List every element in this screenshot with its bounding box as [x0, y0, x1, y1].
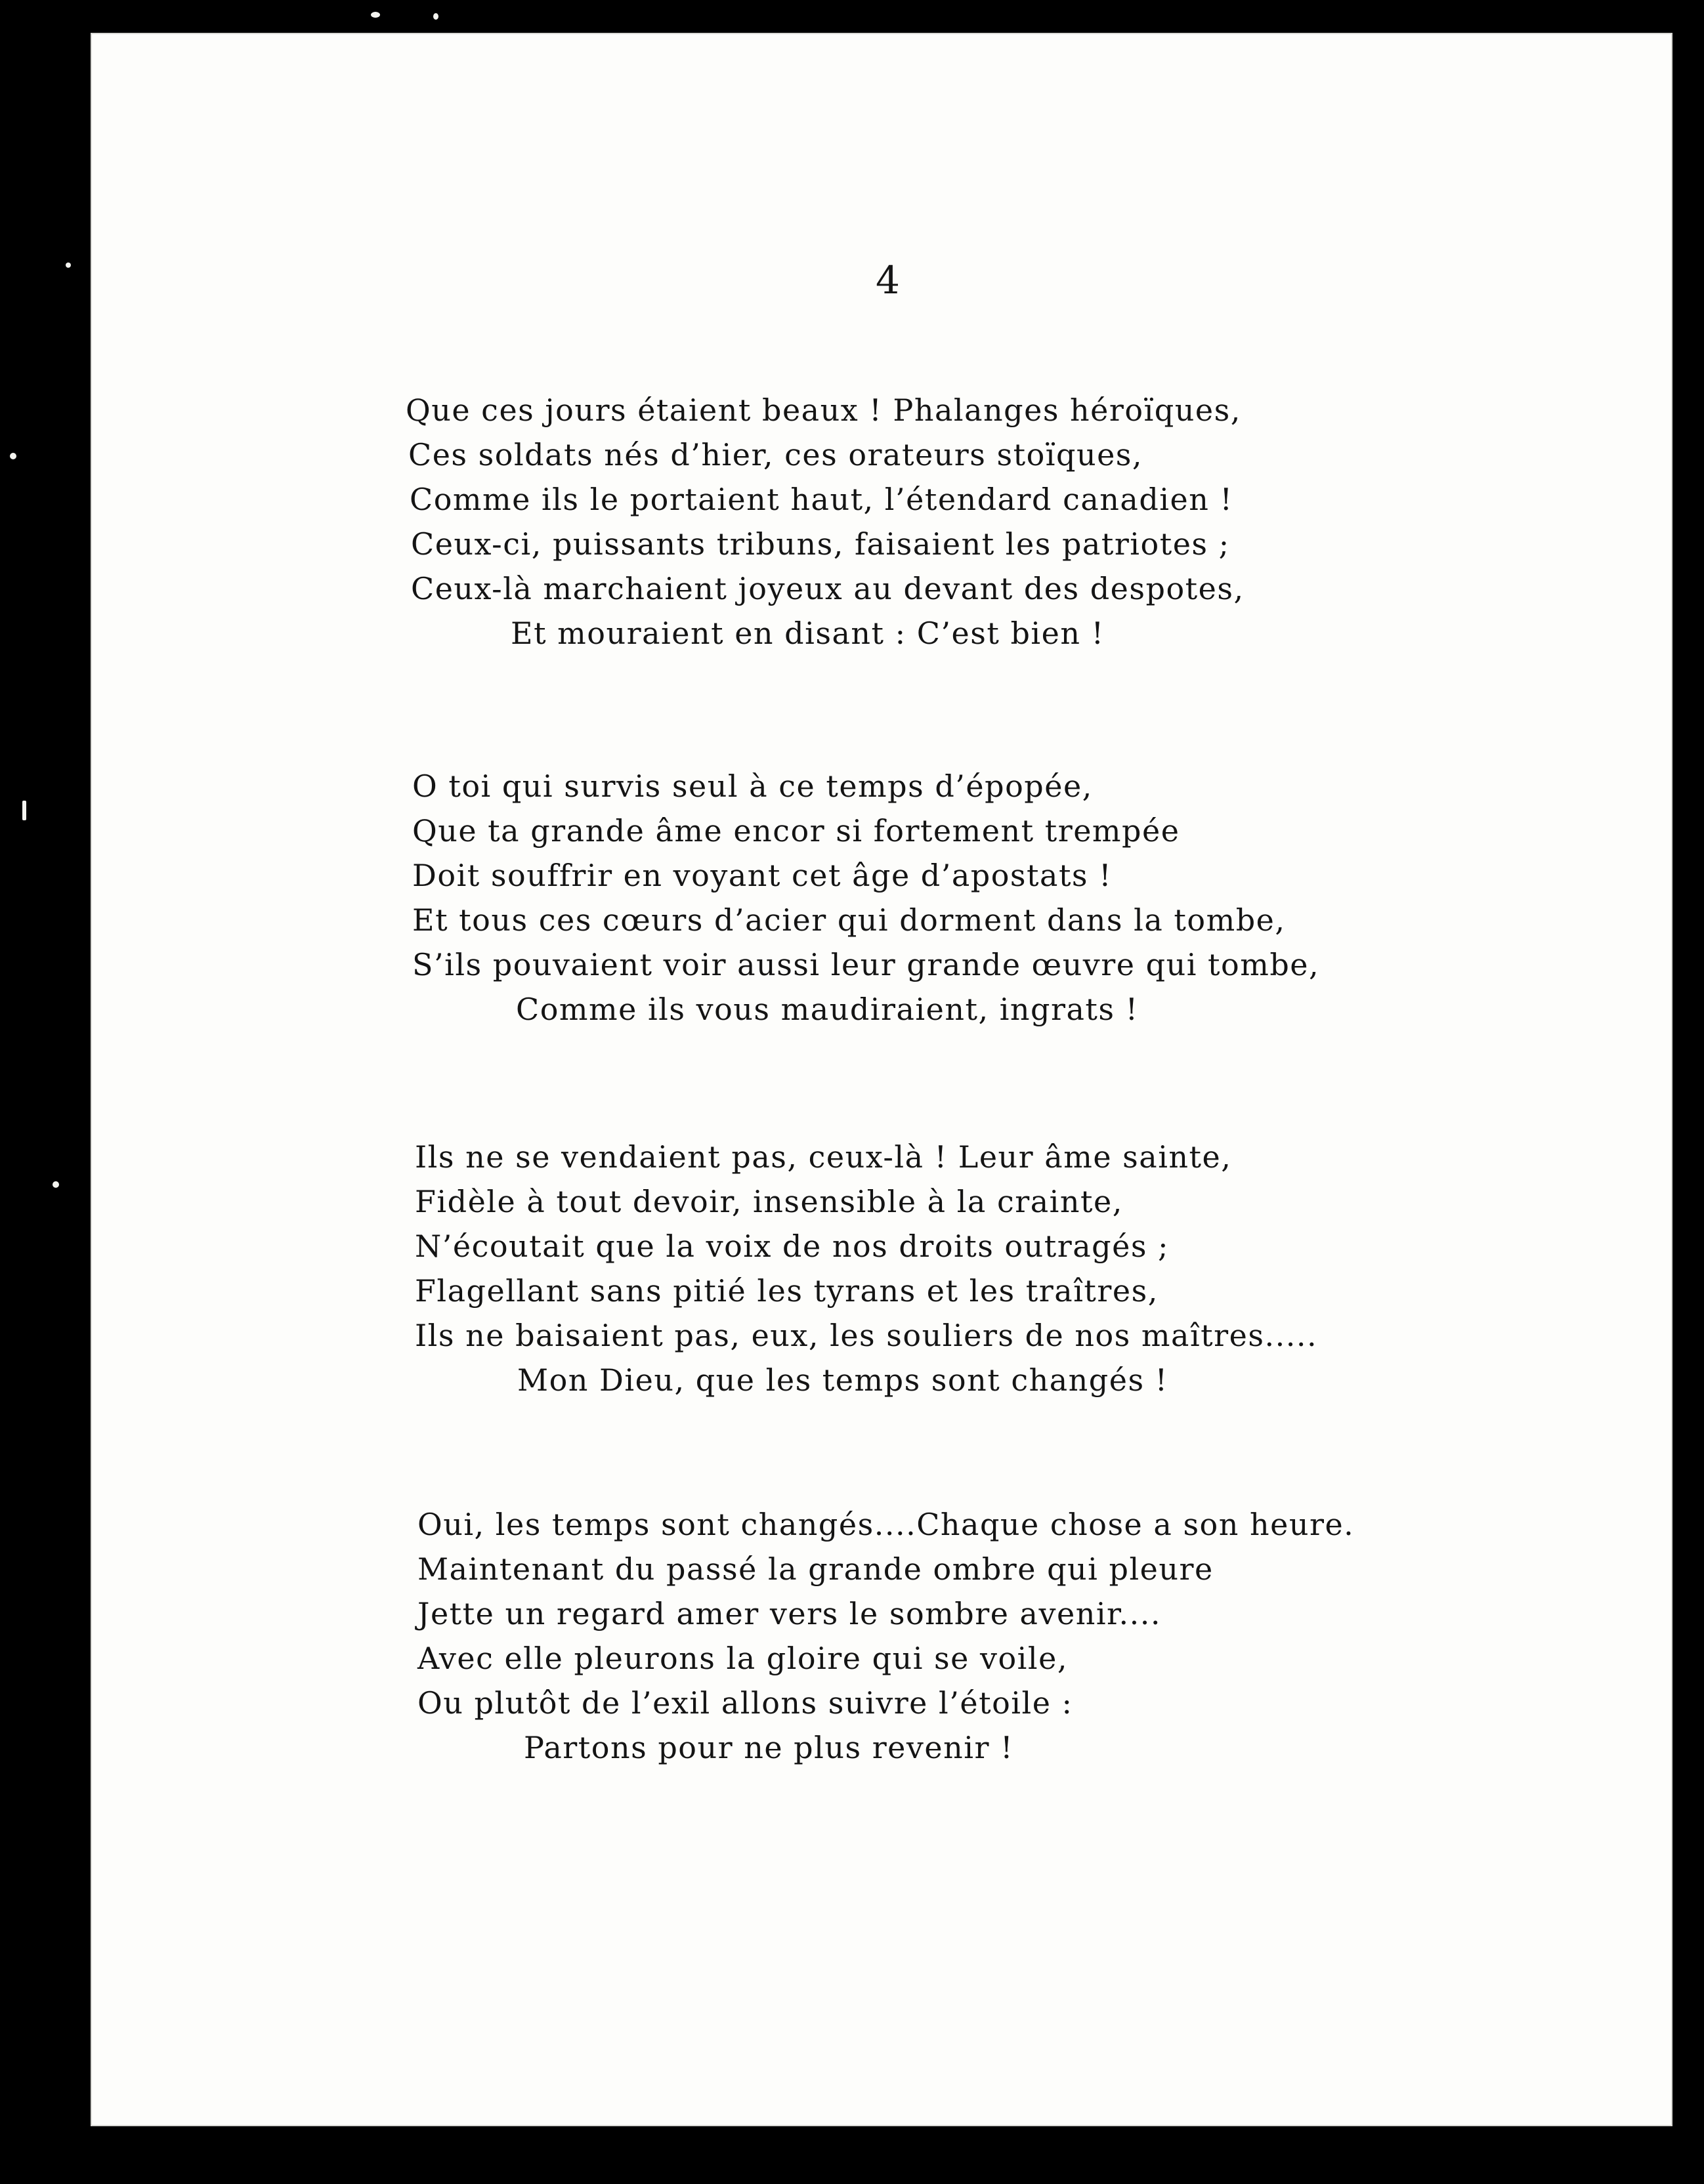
book-page [91, 33, 1672, 2126]
scan-speck [10, 453, 16, 459]
verse-line: Doit souffrir en voyant cet âge d’apostats ! [412, 858, 1113, 893]
scan-speck [66, 262, 71, 268]
verse-line: Ils ne baisaient pas, eux, les souliers de nos maîtres..... [415, 1318, 1318, 1353]
scan-speck [371, 12, 380, 18]
verse-line: Et tous ces cœurs d’acier qui dorment dans la tombe, [412, 902, 1286, 938]
verse-line-indented: Comme ils vous maudiraient, ingrats ! [516, 992, 1139, 1027]
verse-line: Ou plutôt de l’exil allons suivre l’étoile : [417, 1685, 1073, 1721]
verse-line: Que ta grande âme encor si fortement trempée [412, 813, 1180, 849]
verse-line: Oui, les temps sont changés....Chaque chose a son heure. [417, 1507, 1355, 1542]
verse-line: Maintenant du passé la grande ombre qui pleure [417, 1551, 1214, 1587]
verse-line: Flagellant sans pitié les tyrans et les traîtres, [415, 1273, 1159, 1309]
verse-line: Jette un regard amer vers le sombre avenir.... [417, 1596, 1161, 1631]
verse-line-indented: Et mouraient en disant : C’est bien ! [511, 616, 1105, 651]
verse-line: O toi qui survis seul à ce temps d’épopée, [412, 768, 1093, 804]
verse-line: N’écoutait que la voix de nos droits outragés ; [415, 1228, 1170, 1264]
verse-line: Ceux-là marchaient joyeux au devant des despotes, [411, 571, 1245, 606]
verse-line: Fidèle à tout devoir, insensible à la crainte, [415, 1184, 1123, 1219]
verse-line: Ils ne se vendaient pas, ceux-là ! Leur âme sainte, [415, 1139, 1232, 1175]
verse-line: Que ces jours étaient beaux ! Phalanges héroïques, [406, 392, 1241, 428]
verse-line-indented: Partons pour ne plus revenir ! [524, 1730, 1014, 1765]
scan-speck [433, 13, 438, 20]
scan-speck [22, 801, 26, 820]
verse-line: Avec elle pleurons la gloire qui se voile, [417, 1641, 1068, 1676]
verse-line: Ceux-ci, puissants tribuns, faisaient les patriotes ; [411, 526, 1230, 562]
verse-line: Comme ils le portaient haut, l’étendard canadien ! [410, 482, 1233, 517]
page-number: 4 [876, 258, 900, 303]
verse-line: Ces soldats nés d’hier, ces orateurs stoïques, [408, 437, 1143, 472]
verse-line: S’ils pouvaient voir aussi leur grande œuvre qui tombe, [412, 947, 1320, 982]
verse-line-indented: Mon Dieu, que les temps sont changés ! [517, 1362, 1168, 1398]
scan-speck [53, 1181, 59, 1188]
